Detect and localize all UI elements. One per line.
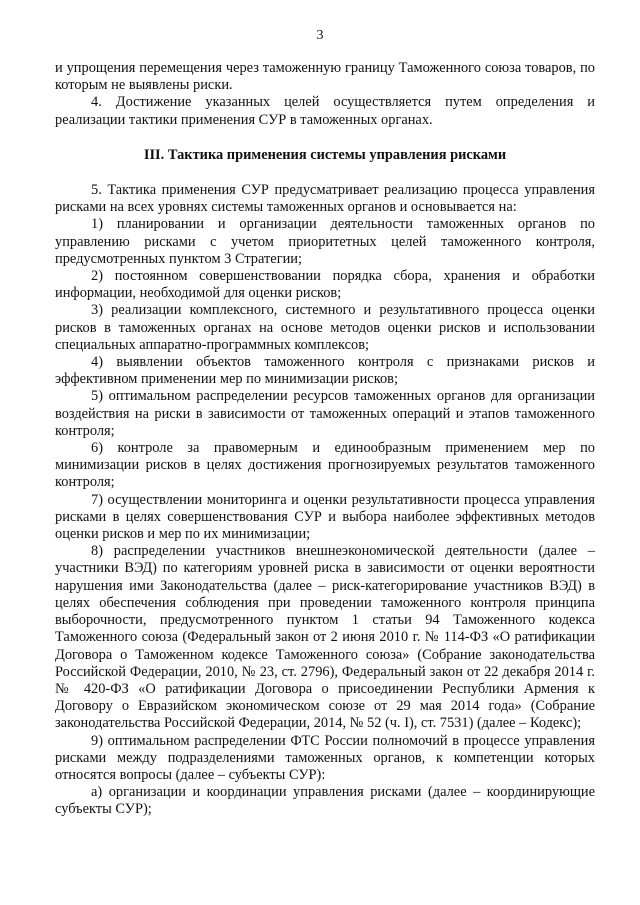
- list-item-2: 2) постоянном совершенствовании порядка сбора, хранения и обработки информации, необходимой для оценки рисков;: [55, 268, 595, 302]
- list-item-1: 1) планировании и организации деятельности таможенных органов по управлению рисками с учетом приоритетных целей таможенного контроля, предусмотренных пунктом 3 Стратегии;: [55, 216, 595, 267]
- page-number: 3: [316, 28, 324, 43]
- list-item-4: 4) выявлении объектов таможенного контроля с признаками рисков и эффективном применении мер по минимизации рисков;: [55, 354, 595, 388]
- list-item-9a: а) организации и координации управления рисками (далее – координирующие субъекты СУР);: [55, 784, 595, 818]
- paragraph-item-5: 5. Тактика применения СУР предусматривает реализацию процесса управления рисками на всех уровнях системы таможенных органов и основывается на:: [55, 182, 595, 216]
- list-item-9: 9) оптимальном распределении ФТС России полномочий в процессе управления рисками между подразделениями таможенных органов, к компетенции которых относятся вопросы (далее – субъекты СУР):: [55, 732, 595, 783]
- list-item-8: 8) распределении участников внешнеэкономической деятельности (далее – участники ВЭД) по категориям уровней риска в зависимости от оценки вероятности нарушения ими Законодательства (далее – риск-категорирование участников ВЭД) в целях обеспечения соблюдения при проведении таможенного контроля принципа выборочности, предусмотренного пунктом 1 статьи 94 Таможенного кодекса Таможенного союза (Федеральный закон от 2 июня 2010 г. № 114-ФЗ «О ратификации Договора о Таможенном кодексе Таможенного союза» (Собрание законодательства Российской Федерации, 2010, № 23, ст. 2796), Федеральный закон от 22 декабря 2014 г. № 420-ФЗ «О ратификации Договора о присоединении Республики Армения к Договору о Евразийском экономическом союзе от 29 мая 2014 года» (Собрание законодательства Российской Федерации, 2014, № 52 (ч. I), ст. 7531) (далее – Кодекс);: [55, 543, 595, 732]
- paragraph-continuation: и упрощения перемещения через таможенную границу Таможенного союза товаров, по которым не выявлены риски.: [55, 60, 595, 94]
- list-item-5: 5) оптимальном распределении ресурсов таможенных органов для организации воздействия на риски в зависимости от таможенных операций и этапов таможенного контроля;: [55, 388, 595, 439]
- list-item-6: 6) контроле за правомерным и единообразным применением мер по минимизации рисков в целях достижения прогнозируемых результатов таможенного контроля;: [55, 440, 595, 491]
- document-body: [55, 60, 595, 819]
- paragraph-item-4: 4. Достижение указанных целей осуществляется путем определения и реализации тактики применения СУР в таможенных органах.: [55, 94, 595, 128]
- section-heading: III. Тактика применения системы управления рисками: [143, 146, 507, 163]
- list-item-7: 7) осуществлении мониторинга и оценки результативности процесса управления рисками в целях совершенствования СУР и выбора наиболее эффективных методов оценки рисков и мер по их минимизации;: [55, 491, 595, 543]
- list-item-3: 3) реализации комплексного, системного и результативного процесса оценки рисков в таможенных органах на основе методов оценки рисков и использовании специальных аппаратно-программных комплексов;: [55, 302, 595, 353]
